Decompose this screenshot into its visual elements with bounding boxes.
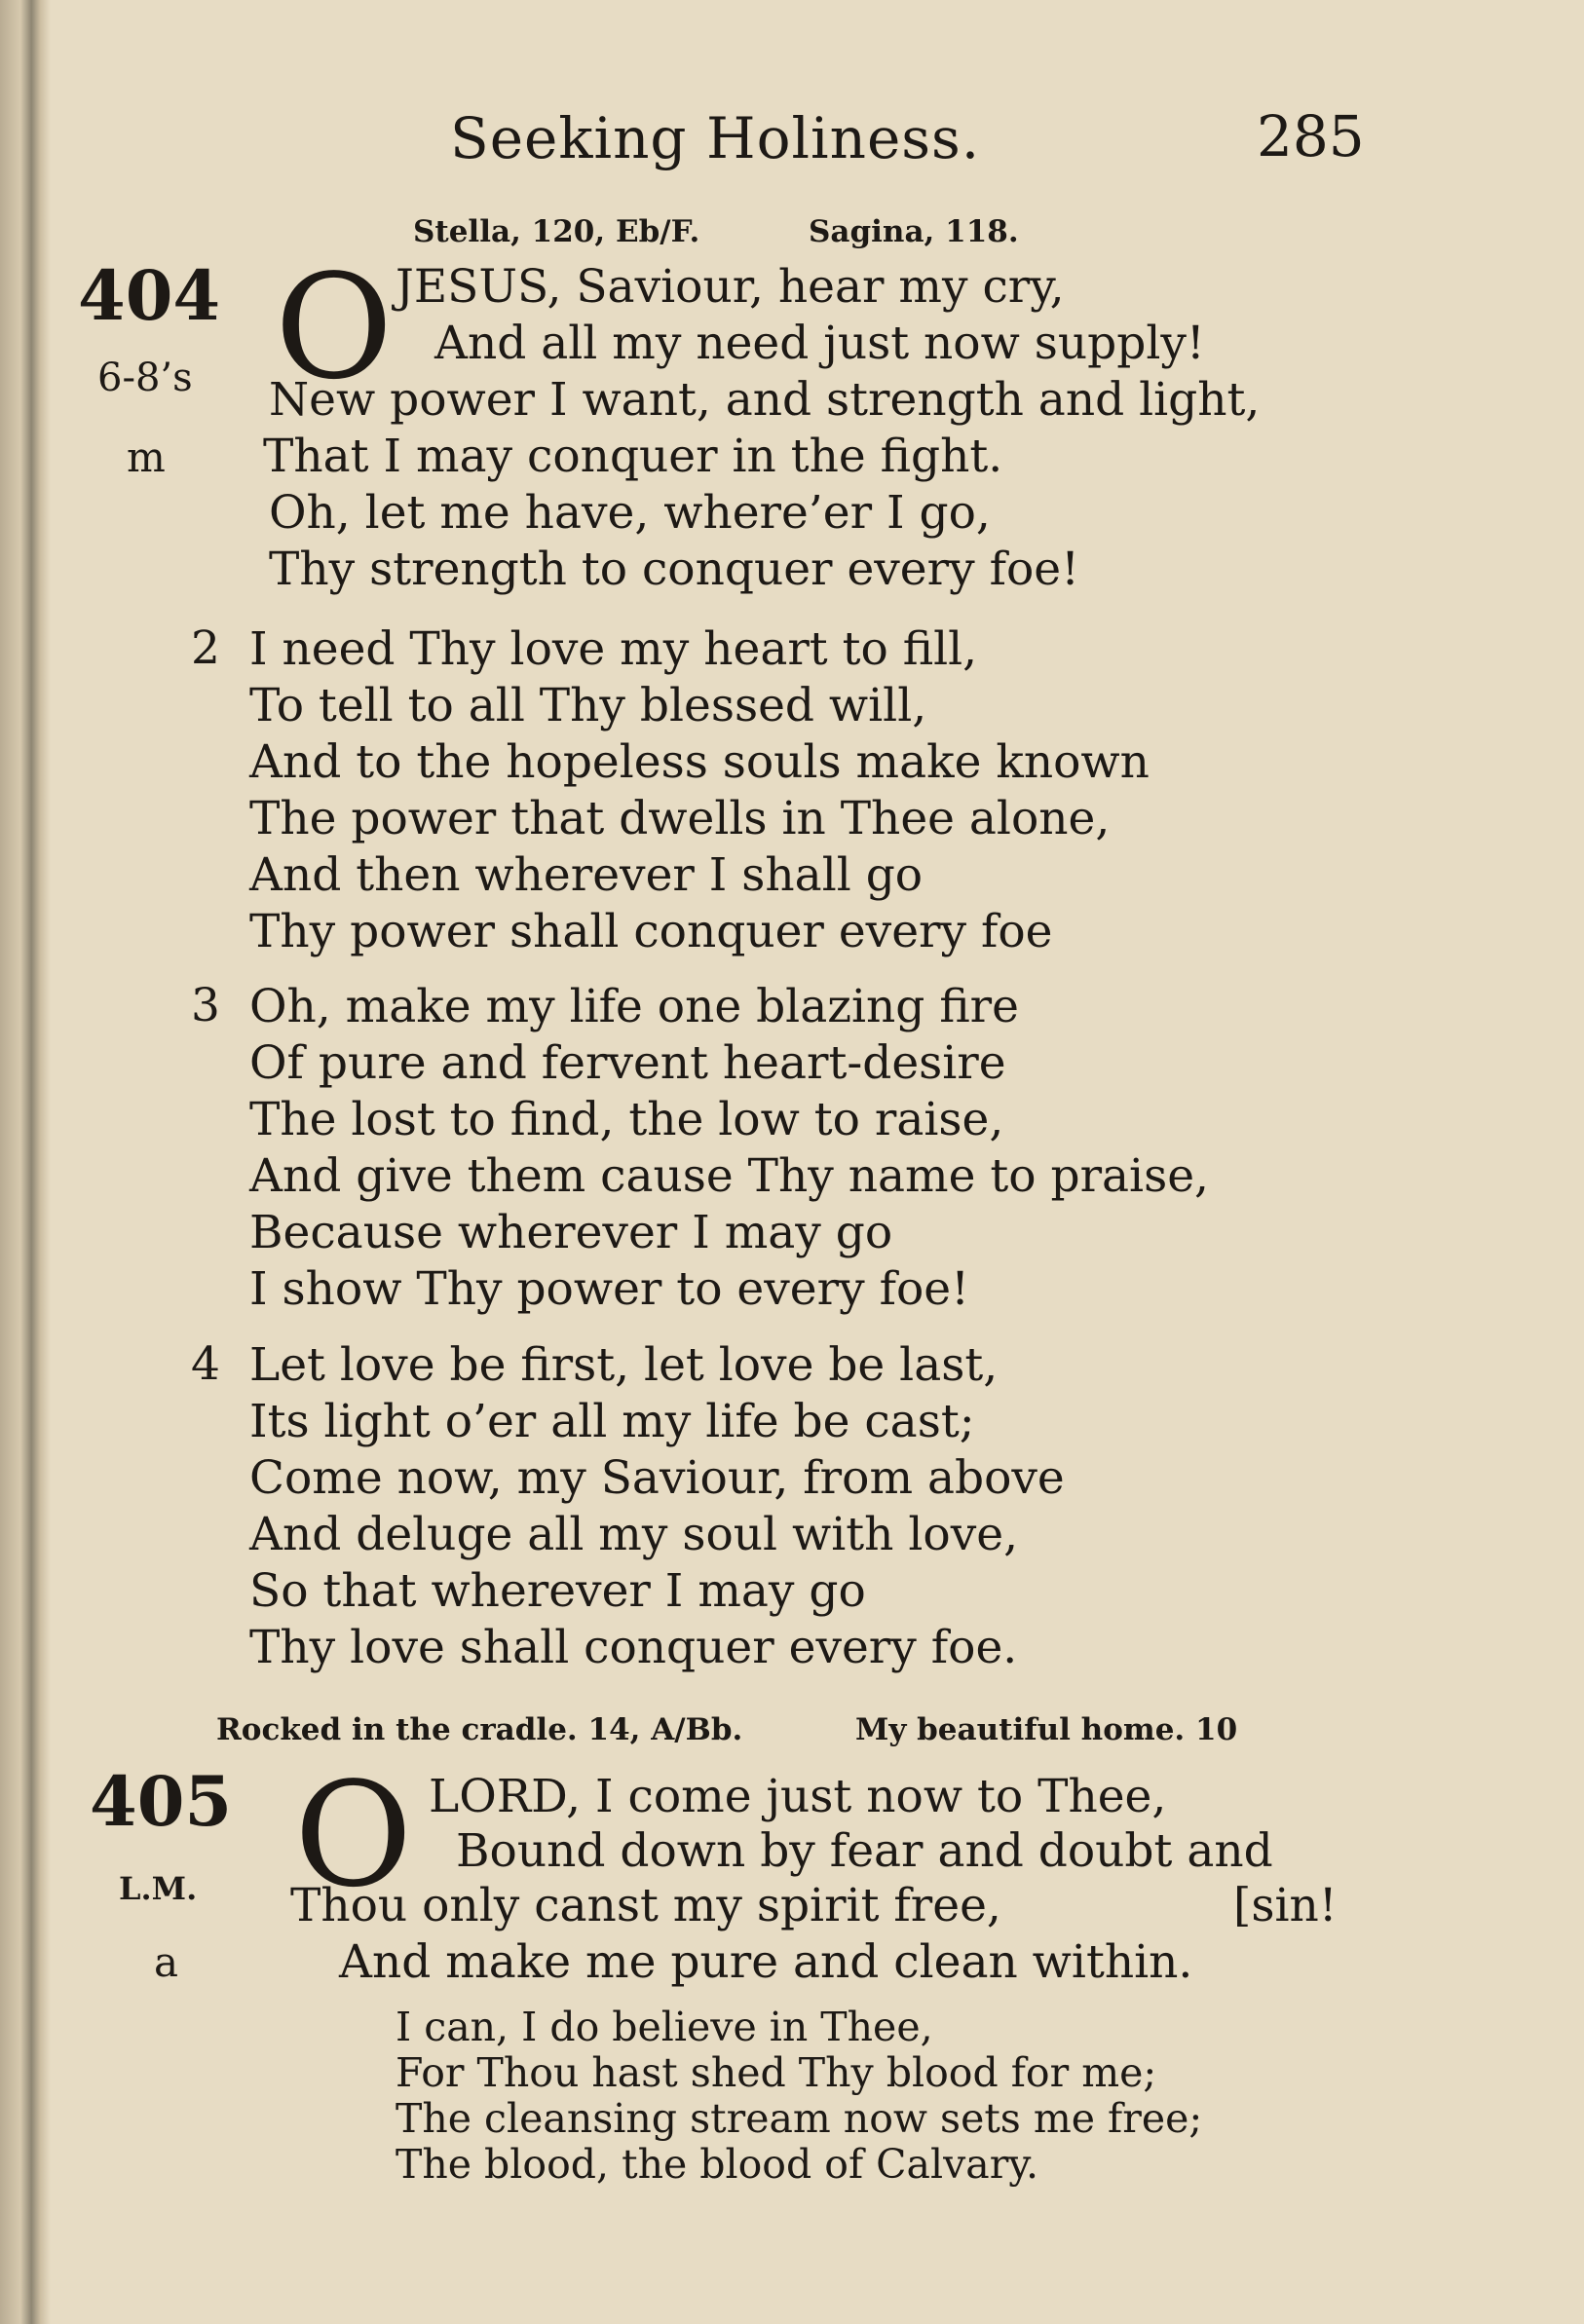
verse-stanza <box>249 979 1209 1318</box>
verse-line: I show Thy power to every foe! <box>249 1262 969 1316</box>
verse-line: That I may conquer in the fight. <box>263 430 1003 483</box>
verse-line: And to the hopeless souls make known <box>249 735 1150 789</box>
book-spine-edge <box>0 0 51 2324</box>
verse-line: And give them cause Thy name to praise, <box>249 1149 1209 1203</box>
verse-line: Bound down by fear and doubt and <box>456 1824 1273 1878</box>
tune-reference-alt: My beautiful home. 10 <box>855 1712 1238 1747</box>
verse-line: LORD, I come just now to Thee, <box>429 1770 1167 1823</box>
tune-reference: Rocked in the cradle. 14, A/Bb. <box>216 1712 743 1747</box>
hymn-meter: 6-8’s <box>97 356 193 400</box>
verse-line: And deluge all my soul with love, <box>249 1508 1019 1561</box>
page-title: Seeking Holiness. <box>450 105 981 171</box>
verse-line: To tell to all Thy blessed will, <box>249 679 927 732</box>
hymn-meter: L.M. <box>119 1870 198 1907</box>
verse-line: Let love be first, let love be last, <box>249 1338 999 1392</box>
verse-stanza <box>249 621 1150 960</box>
drop-cap: O <box>275 244 394 411</box>
hymn-mark: a <box>154 1938 179 1986</box>
drop-cap: O <box>294 1751 413 1919</box>
verse-line: Thy power shall conquer every foe <box>249 905 1053 958</box>
verse-turnover: [sin! <box>1233 1879 1338 1932</box>
verse-line: JESUS, Saviour, hear my cry, <box>396 260 1065 314</box>
verse-line: Because wherever I may go <box>249 1206 893 1259</box>
chorus-line: I can, I do believe in Thee, <box>396 2004 933 2050</box>
verse-line: New power I want, and strength and light, <box>269 373 1261 427</box>
verse-line: And all my need just now supply! <box>434 317 1205 370</box>
verse-line: And then wherever I shall go <box>249 848 924 902</box>
chorus <box>396 2005 1202 2188</box>
chorus-line: For Thou hast shed Thy blood for me; <box>396 2049 1157 2096</box>
verse-line: Thy strength to conquer every foe! <box>269 543 1079 596</box>
verse-line: The power that dwells in Thee alone, <box>249 792 1111 845</box>
chorus-line: The cleansing stream now sets me free; <box>396 2095 1203 2142</box>
tune-reference: Stella, 120, Eb/F. <box>413 214 700 249</box>
hymn-mark: m <box>127 433 166 481</box>
page-number: 285 <box>1257 103 1365 169</box>
chorus-line: The blood, the blood of Calvary. <box>396 2141 1039 2188</box>
verse-line: Oh, let me have, where’er I go, <box>269 486 991 540</box>
verse-line: Thy love shall conquer every foe. <box>249 1621 1018 1674</box>
tune-reference-alt: Sagina, 118. <box>809 214 1019 249</box>
verse-line: I need Thy love my heart to fill, <box>249 622 978 676</box>
verse-line: And make me pure and clean within. <box>339 1935 1193 1989</box>
verse-line: Of pure and fervent heart-desire <box>249 1036 1006 1090</box>
verse-line: Oh, make my life one blazing fire <box>249 980 1019 1033</box>
verse-line: So that wherever I may go <box>249 1564 866 1618</box>
verse-line: Thou only canst my spirit free, <box>290 1879 1001 1932</box>
hymn-number: 405 <box>90 1761 233 1842</box>
verse-number: 3 <box>191 979 220 1032</box>
verse-number: 4 <box>191 1337 220 1391</box>
verse-line: The lost to find, the low to raise, <box>249 1093 1004 1146</box>
verse-stanza <box>249 1337 1065 1676</box>
verse-line: Come now, my Saviour, from above <box>249 1451 1065 1505</box>
verse-line: Its light o’er all my life be cast; <box>249 1395 975 1448</box>
verse-number: 2 <box>191 621 220 675</box>
hymn-number: 404 <box>78 255 221 336</box>
